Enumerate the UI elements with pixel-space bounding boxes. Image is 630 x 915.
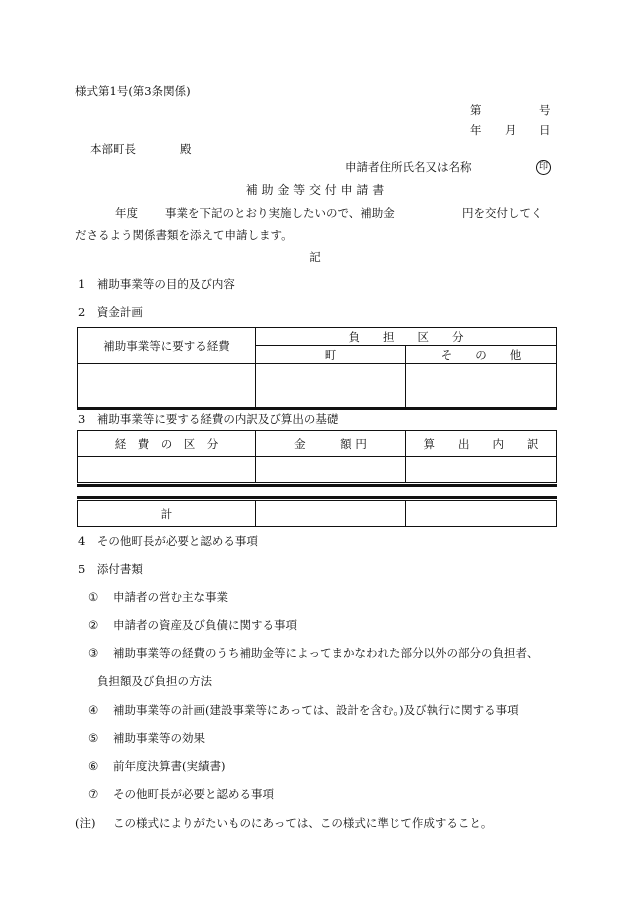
table1-col1-header: 補助事業等に要する経費 <box>78 328 256 364</box>
form-number: 様式第1号(第3条関係) <box>75 84 191 98</box>
table1-burden-header: 負 担 区 分 <box>256 328 557 346</box>
body-year: 年度 <box>115 206 138 220</box>
body-line1-text: 事業を下記のとおり実施したいので、補助金 <box>165 206 395 220</box>
body-line1-yen: 円を交付してく <box>462 206 543 220</box>
ki-heading: 記 <box>309 250 321 264</box>
divider-thick <box>77 484 557 487</box>
table2-calc-header: 算 出 内 訳 <box>406 431 557 457</box>
body-line2: ださるよう関係書類を添えて申請します。 <box>75 228 293 242</box>
section-1: 1 補助事業等の目的及び内容 <box>78 277 235 291</box>
total-table <box>77 500 557 527</box>
seal-icon: 印 <box>536 160 551 175</box>
attachment-item: その他町長が必要と認める事項 <box>113 787 274 801</box>
table1-other-header: そ の 他 <box>406 346 557 364</box>
attachment-item: 申請者の営む主な事業 <box>113 590 228 604</box>
attachment-item: 前年度決算書(実績書) <box>113 759 226 773</box>
attachment-item: 申請者の資産及び負債に関する事項 <box>113 618 297 632</box>
table1-cell <box>78 364 256 408</box>
table1-cell <box>256 364 406 408</box>
number-go: 号 <box>539 103 551 117</box>
number-dai: 第 <box>470 103 482 117</box>
funding-plan-table <box>77 327 557 408</box>
attachment-item: 補助事業等の計画(建設事業等にあっては、設計を含む。)及び執行に関する事項 <box>113 703 519 717</box>
section-5: 5 添付書類 <box>78 562 143 576</box>
table1-cell <box>406 364 557 408</box>
table3-cell <box>406 501 557 527</box>
table3-total-label: 計 <box>78 501 256 527</box>
attachment-mark: ⑤ <box>88 731 99 745</box>
date-month: 月 <box>505 123 517 137</box>
attachment-mark: ⑥ <box>88 759 99 773</box>
note-mark: (注) <box>75 816 96 830</box>
attachment-item: 補助事業等の効果 <box>113 731 205 745</box>
table2-amount-header: 金 額 円 <box>256 431 406 457</box>
expense-breakdown-table <box>77 430 557 483</box>
attachment-mark: ③ <box>88 646 99 660</box>
attachment-mark: ⑦ <box>88 787 99 801</box>
table2-category-header: 経 費 の 区 分 <box>78 431 256 457</box>
applicant-label: 申請者住所氏名又は名称 <box>345 160 472 174</box>
table3-cell <box>256 501 406 527</box>
attachment-mark: ② <box>88 618 99 632</box>
table2-cell <box>406 457 557 483</box>
attachment-item: 補助事業等の経費のうち補助金等によってまかなわれた部分以外の部分の負担者、 <box>113 646 539 660</box>
section-4: 4 その他町長が必要と認める事項 <box>78 534 258 548</box>
addressee-honorific: 殿 <box>180 142 192 156</box>
divider-thick <box>77 407 557 410</box>
section-3: 3 補助事業等に要する経費の内訳及び算出の基礎 <box>78 412 339 426</box>
addressee: 本部町長 <box>90 142 136 156</box>
attachment-mark: ① <box>88 590 99 604</box>
section-2: 2 資金計画 <box>78 305 143 319</box>
page-title: 補 助 金 等 交 付 申 請 書 <box>245 183 385 197</box>
table1-town-header: 町 <box>256 346 406 364</box>
attachment-item-continued: 負担額及び負担の方法 <box>97 674 212 688</box>
attachment-mark: ④ <box>88 703 99 717</box>
table2-cell <box>78 457 256 483</box>
table2-cell <box>256 457 406 483</box>
date-year: 年 <box>470 123 482 137</box>
seal-mark <box>536 160 551 175</box>
divider-thick <box>77 496 557 499</box>
date-day: 日 <box>539 123 551 137</box>
note-text: この様式によりがたいものにあっては、この様式に準じて作成すること。 <box>113 816 493 830</box>
